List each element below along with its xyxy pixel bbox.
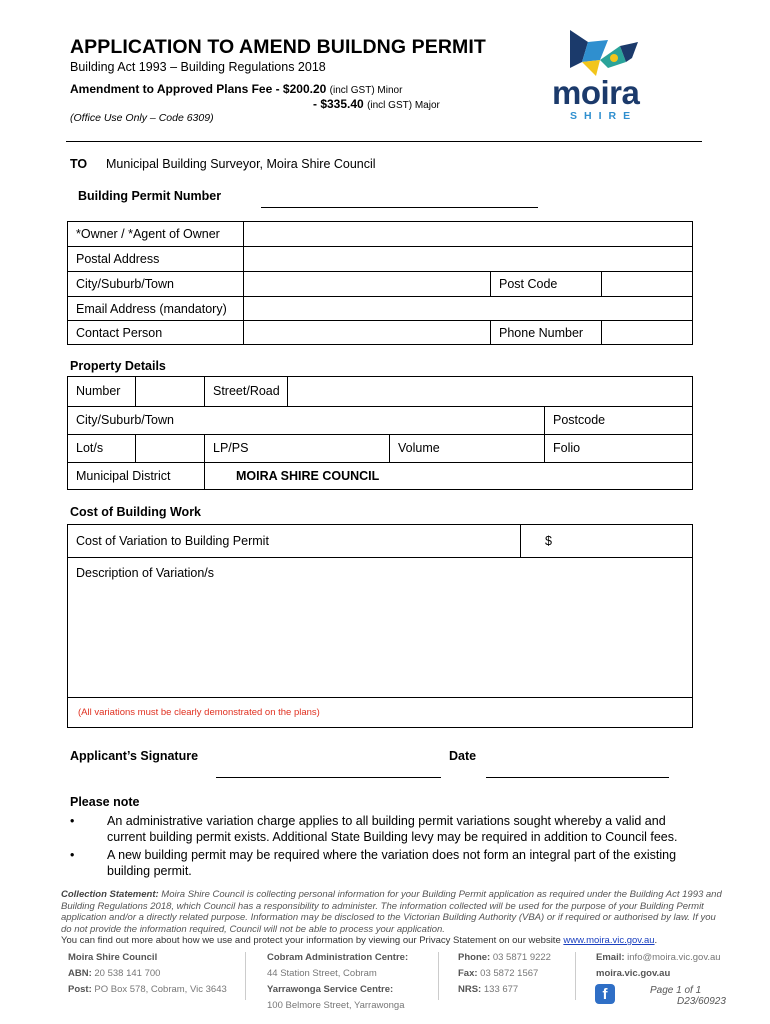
fee-prefix: Amendment to Approved Plans Fee - [70,82,283,96]
office-use-note: (Office Use Only – Code 6309) [70,112,214,124]
signature-line[interactable] [216,777,441,778]
phone-value: 03 5871 9222 [490,952,551,963]
fee-major [313,97,440,111]
property-city-input[interactable] [205,407,544,434]
footer-contact-block [458,950,551,998]
yarra-address: 100 Belmore Street, Yarrawonga [267,1000,405,1011]
lot-label: Lot/s [76,441,104,455]
owner-table [67,221,693,345]
notes-heading: Please note [70,795,140,809]
description-label: Description of Variation/s [76,566,215,580]
district-value: MOIRA SHIRE COUNCIL [236,469,380,483]
footer-org: Moira Shire Council [68,952,158,963]
permit-number-label: Building Permit Number [78,189,222,203]
volume-label: Volume [398,441,440,455]
footer-web[interactable]: moira.vic.gov.au [596,968,671,979]
fax-label: Fax: [458,968,478,979]
to-value: Municipal Building Surveyor, Moira Shire Council [106,157,376,171]
district-label: Municipal District [76,469,171,483]
fee-major-note: (incl GST) Major [367,100,440,111]
note-item-2: A new building permit may be required where the variation does not form an integral part of the existing building permit. [107,848,677,878]
footer-web-block [596,950,721,982]
description-input[interactable] [69,585,691,695]
cost-variation-input[interactable] [558,525,692,557]
lot-input[interactable] [136,435,204,462]
note-bullet-1: • [70,814,75,828]
abn-value: 20 538 141 700 [91,968,161,979]
email-value: info@moira.vic.gov.au [624,952,721,963]
cobram-label: Cobram Administration Centre: [267,952,409,963]
number-input[interactable] [136,377,204,406]
variation-note: (All variations must be clearly demonstrated on the plans) [78,707,320,718]
phone-number-label: Phone Number [499,326,584,340]
footer-centres-block [267,950,408,1014]
facebook-icon[interactable]: f [595,984,615,1004]
number-label: Number [76,384,121,398]
contact-person-label: Contact Person [76,326,163,340]
property-heading: Property Details [70,359,166,373]
post-value: PO Box 578, Cobram, Vic 3643 [91,984,227,995]
phone-number-input[interactable] [602,321,692,344]
folio-input[interactable] [608,435,692,462]
post-label: Post: [68,984,92,995]
website-link[interactable]: www.moira.vic.gov.au [563,935,655,946]
doc-id: D23/60923 [677,996,726,1007]
abn-label: ABN: [68,968,92,979]
footer-org-block [68,950,227,998]
header-divider [66,141,702,142]
post-code-label: Post Code [499,277,558,291]
email-label: Email Address (mandatory) [76,302,227,316]
privacy-text: You can find out more about how we use and protect your information by viewing our Privacy Statement on our website [61,935,564,946]
cobram-address: 44 Station Street, Cobram [267,968,377,979]
street-label: Street/Road [213,384,280,398]
postal-address-label: Postal Address [76,252,160,266]
date-label: Date [449,749,477,763]
lpps-label: LP/PS [213,441,249,455]
owner-input[interactable] [244,222,692,246]
nrs-label: NRS: [458,984,482,995]
logo-shire: SHIRE [570,110,638,122]
cost-table [67,524,693,728]
collection-label: Collection Statement: [61,889,159,900]
postal-address-input[interactable] [244,247,692,271]
page-number: Page 1 of 1 [650,985,702,996]
note-item-1: An administrative variation charge applies to all building permit variations sought whereby a valid and current building permit exists. Additional State Building levy may be required in addition to Council fees. [107,814,678,844]
permit-number-field[interactable] [261,207,538,208]
signature-label: Applicant’s Signature [70,749,199,763]
form-title: APPLICATION TO AMEND BUILDNG PERMIT [70,36,486,58]
property-table [67,376,693,490]
fee-minor [70,82,402,96]
property-city-label: City/Suburb/Town [76,413,174,427]
city-label: City/Suburb/Town [76,277,174,291]
collection-text: Moira Shire Council is collecting personal information for your Building Permit application as required under the Building Act 1993 and Building Regulations 2018, which Council has a responsibility to administer. The information collected will be used for the purpose of your Building Permit application and/or a directly related purpose. Information may be disclosed to the Victorian Building Authority (VBA) or if required or authorised by law. If you do not provide the information required, Council will not be able to process your application. [61,889,722,936]
cost-variation-label: Cost of Variation to Building Permit [76,534,269,548]
owner-label: *Owner / *Agent of Owner [76,227,220,241]
email-label: Email: [596,952,625,963]
yarra-label: Yarrawonga Service Centre: [267,984,394,995]
note-bullet-2: • [70,848,75,862]
city-input[interactable] [244,272,490,296]
nrs-value: 133 677 [481,984,519,995]
fee-major-amount: - $335.40 [313,97,364,111]
property-postcode-label: Postcode [553,413,606,427]
logo-name: moira [552,74,640,111]
street-input[interactable] [288,377,692,406]
cost-heading: Cost of Building Work [70,505,202,519]
email-input[interactable] [244,297,692,320]
phone-label: Phone: [458,952,491,963]
fee-minor-amount: $200.20 [282,82,327,96]
moira-shire-logo [548,22,663,127]
form-subtitle: Building Act 1993 – Building Regulations 2018 [70,60,326,74]
date-line[interactable] [486,777,669,778]
volume-input[interactable] [468,435,544,462]
fax-value: 03 5872 1567 [477,968,539,979]
collection-statement [61,889,723,936]
contact-person-input[interactable] [244,321,490,344]
privacy-statement [61,935,723,947]
folio-label: Folio [553,441,581,455]
currency-symbol: $ [545,534,552,548]
to-label: TO [70,157,88,171]
post-code-input[interactable] [602,272,692,296]
privacy-end: . [654,935,658,946]
lpps-input[interactable] [288,435,389,462]
fee-minor-note: (incl GST) Minor [329,85,403,96]
